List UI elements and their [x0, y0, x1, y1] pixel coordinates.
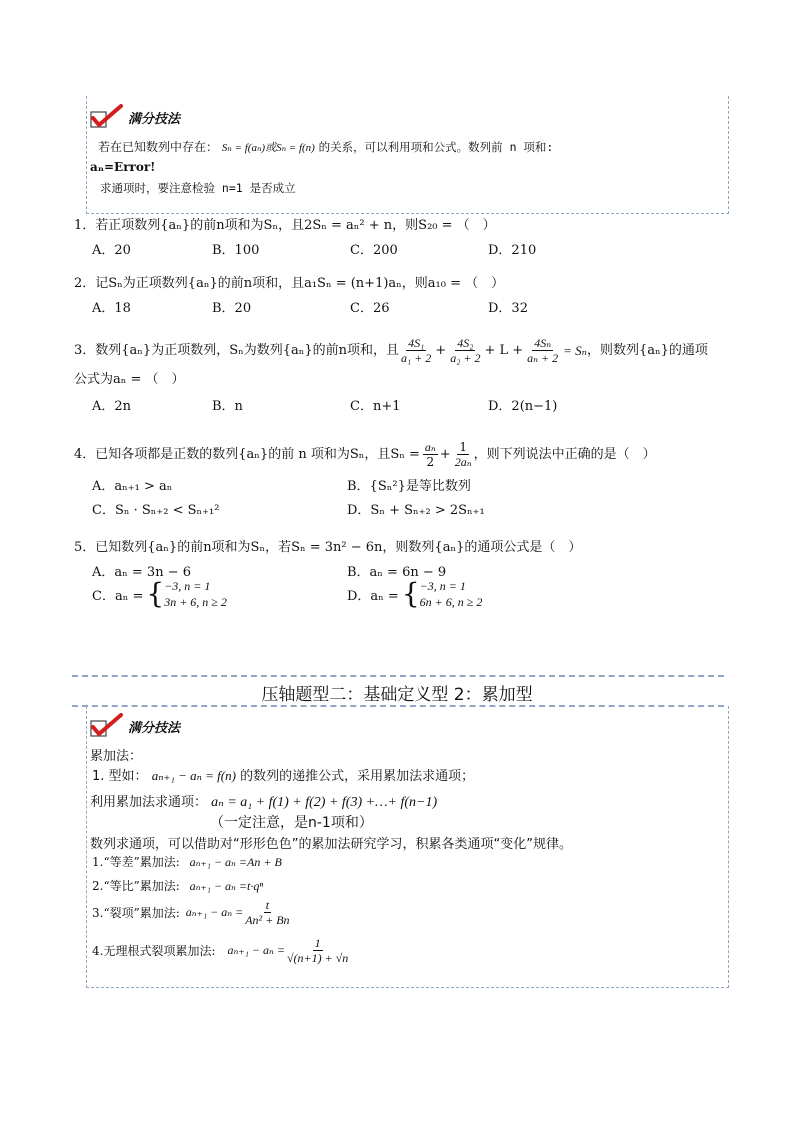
question-5-option-d[interactable]: D．aₙ = { −3, n = 1 6n + 6, n ≥ 2 — [347, 577, 483, 610]
question-4-stem-post: ，则下列说法中正确的是（ ） — [473, 446, 656, 462]
question-3-option-d[interactable]: D．2(n−1) — [488, 399, 558, 414]
question-4-frac-1: $\frac{\text{aₙ}}{2}$ — [424, 440, 436, 469]
tip-header-2 — [90, 713, 180, 739]
question-4-option-d[interactable]: D．Sₙ + Sₙ₊₂ > 2Sₙ₊₁ — [347, 503, 485, 518]
question-3-dots: + L + — [484, 342, 524, 358]
question-3-stem-post: ，则数列{aₙ}的通项 — [586, 342, 708, 358]
tip1-line1-formula: Sₙ = f(aₙ)或Sₙ = f(n) — [221, 142, 315, 154]
question-3-stem-pre: 3．数列{aₙ}为正项数列，Sₙ为数列{aₙ}的前n项和，且 — [74, 342, 400, 358]
tip-title: 满分技法 — [128, 720, 181, 736]
question-2-option-b[interactable]: B．20 — [212, 301, 252, 316]
question-5-option-a[interactable]: A．aₙ = 3n − 6 — [92, 565, 191, 580]
question-3-stem-line2: 公式为aₙ = （ ） — [74, 372, 185, 387]
tip1-line3: 求通项时，要注意检验 n=1 是否成立 — [100, 181, 296, 195]
question-3-option-a[interactable]: A．2n — [92, 399, 132, 414]
question-3-stem: 3．数列{aₙ}为正项数列，Sₙ为数列{aₙ}的前n项和，且 $\frac{\text{4S₁}}{\text{a₁ + 2}}$ + $\frac{\text{4S₂}}{\text{a₂ + 2}}$ + L + $\frac{\text{4Sₙ}}{\text{aₙ + 2}}$ = Sₙ ，则数列{aₙ}的通项 — [74, 336, 708, 365]
question-5-option-b[interactable]: B．aₙ = 6n − 9 — [347, 565, 447, 580]
tip1-line1-post: 的关系，可以利用项和公式。数列前 n 项和: — [318, 140, 554, 154]
question-4-option-b[interactable]: B．{Sₙ²}是等比数列 — [347, 479, 471, 494]
tip1-line2: aₙ=Error! — [90, 160, 156, 174]
checkmark-icon — [90, 104, 124, 130]
tip2-item1-formula: aₙ₊₁ − aₙ = f(n) — [151, 768, 236, 783]
question-5-option-c-cases: −3, n = 1 3n + 6, n ≥ 2 — [164, 579, 227, 609]
question-2-option-c[interactable]: C．26 — [350, 301, 390, 316]
tip-header-1 — [90, 104, 180, 130]
question-5-option-c-label: C．aₙ = — [92, 588, 144, 604]
tip2-item1: 1. 型如： aₙ₊₁ − aₙ = f(n) 的数列的递推公式，采用累加法求通项； — [92, 768, 475, 784]
question-4-frac-2: $\frac{1}{\text{2aₙ}}$ — [454, 440, 472, 469]
question-5-option-c[interactable]: C．aₙ = { −3, n = 1 3n + 6, n ≥ 2 — [92, 577, 227, 610]
question-4-option-c[interactable]: C．Sₙ · Sₙ₊₂ < Sₙ₊₁² — [92, 503, 220, 518]
question-3-eq-tail: = Sₙ — [563, 342, 587, 358]
question-1-option-d[interactable]: D．210 — [488, 243, 537, 258]
question-4-option-a[interactable]: A．aₙ₊₁ > aₙ — [92, 479, 173, 494]
section-divider-top — [72, 675, 724, 677]
question-3-frac-1: $\frac{\text{4S₁}}{\text{a₁ + 2}}$ — [401, 336, 432, 365]
tip2-item2-note: （一定注意，是n-1项和） — [210, 815, 373, 831]
question-2-option-d[interactable]: D．32 — [488, 301, 528, 316]
tip1-line1-pre: 若在已知数列中存在： — [98, 140, 219, 154]
tip1-line1 — [98, 138, 553, 155]
question-1-option-b[interactable]: B．100 — [212, 243, 260, 258]
question-3-frac-n: $\frac{\text{4Sₙ}}{\text{aₙ + 2}}$ — [527, 336, 559, 365]
tip2-rule1: 1.“等差”累加法: aₙ₊₁ − aₙ =An + B — [92, 855, 282, 869]
checkmark-icon — [90, 713, 124, 739]
tip2-rule4: 4.无理根式裂项累加法: aₙ₊₁ − aₙ = $\frac{1}{√(n+1) + √n}$ — [92, 936, 349, 965]
question-1-option-c[interactable]: C．200 — [350, 243, 398, 258]
question-1-stem: 1．若正项数列{aₙ}的前n项和为Sₙ，且2Sₙ = aₙ² + n，则S₂₀ = （ ） — [74, 218, 496, 233]
question-2-option-a[interactable]: A．18 — [92, 301, 131, 316]
question-3-frac-2: $\frac{\text{4S₂}}{\text{a₂ + 2}}$ — [450, 336, 481, 365]
question-3-option-b[interactable]: B．n — [212, 399, 243, 414]
tip2-item2-formula: aₙ = a₁ + f(1) + f(2) + f(3) +…+ f(n−1) — [211, 795, 438, 810]
question-5-option-d-cases: −3, n = 1 6n + 6, n ≥ 2 — [419, 579, 483, 609]
question-5-stem: 5．已知数列{aₙ}的前n项和为Sₙ，若Sₙ = 3n² − 6n，则数列{aₙ}的通项公式是（ ） — [74, 540, 582, 555]
tip2-rule4-frac: $\frac{1}{√(n+1) + √n}$ — [286, 936, 349, 965]
tip2-rule3-frac: $\frac{t}{\text{An² + Bn}}$ — [245, 898, 290, 927]
question-4-stem: 4．已知各项都是正数的数列{aₙ}的前 n 项和为Sₙ，且Sₙ = $\frac{\text{aₙ}}{2}$ + $\frac{1}{\text{2aₙ}}$ ，则下列说法中正确的是（ ） — [74, 440, 656, 469]
question-1-option-a[interactable]: A．20 — [92, 243, 131, 258]
tip-title: 满分技法 — [128, 111, 181, 127]
tip2-rule2: 2.“等比”累加法: aₙ₊₁ − aₙ =t·qⁿ — [92, 879, 264, 893]
tip2-rule3: 3.“裂项”累加法: aₙ₊₁ − aₙ = $\frac{t}{\text{An² + Bn}}$ — [92, 898, 290, 927]
question-2-stem: 2．记Sₙ为正项数列{aₙ}的前n项和，且a₁Sₙ = (n+1)aₙ，则a₁₀ = （ ） — [74, 276, 505, 291]
tip2-item2: 利用累加法求通项： aₙ = a₁ + f(1) + f(2) + f(3) +…+ f(n−1) — [90, 795, 438, 810]
question-4-stem-pre: 4．已知各项都是正数的数列{aₙ}的前 n 项和为Sₙ，且Sₙ = — [74, 446, 420, 462]
tip2-study-line: 数列求通项，可以借助对“形形色色”的累加法研究学习，积累各类通项“变化”规律。 — [90, 837, 572, 852]
section-2-title: 压轴题型二：基础定义型 2：累加型 — [261, 685, 533, 705]
tip2-heading: 累加法： — [90, 749, 143, 764]
question-3-option-c[interactable]: C．n+1 — [350, 399, 401, 414]
tip-box-1 — [86, 96, 729, 214]
question-5-option-d-label: D．aₙ = — [347, 588, 399, 604]
